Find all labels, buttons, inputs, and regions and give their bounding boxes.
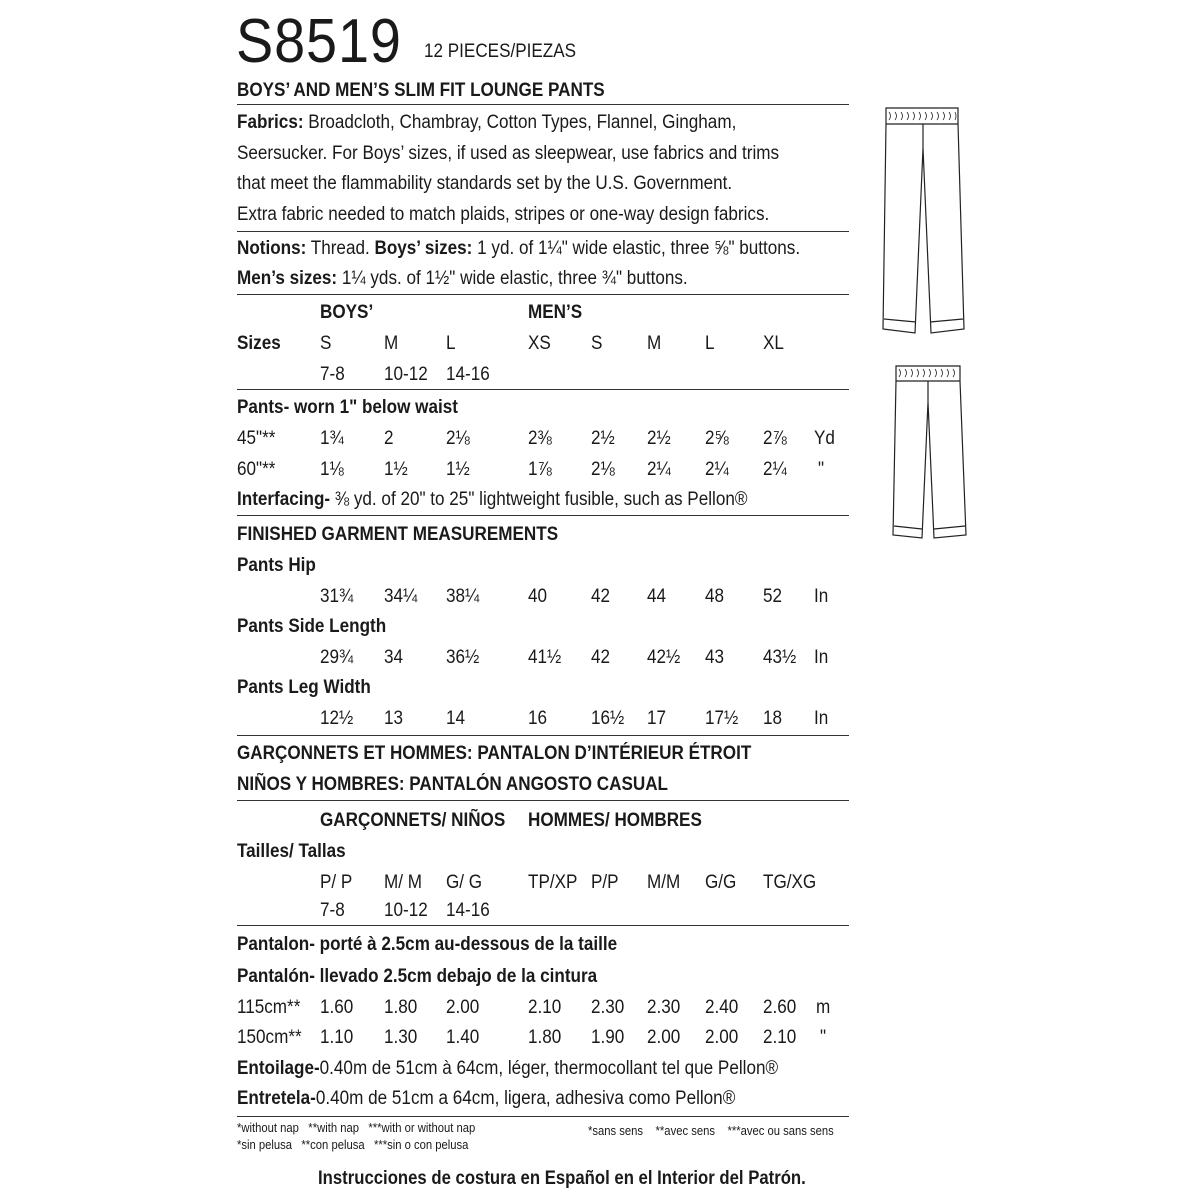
yardage-unit: " [818, 459, 825, 480]
measurement-value: 43½ [763, 647, 797, 668]
boys-size-heading-translated: GARÇONNETS/ NIÑOS [320, 810, 506, 831]
entoilage-line [237, 1058, 778, 1080]
title-spanish: NIÑOS Y HOMBRES: PANTALÓN ANGOSTO CASUAL [237, 774, 669, 795]
men-size-heading: MEN’S [528, 302, 583, 323]
entoilage-label: Entoilage- [237, 1058, 320, 1079]
size-code-translated: TP/XP [528, 872, 578, 893]
metric-value: 2.00 [647, 1027, 681, 1048]
size-code: M [384, 333, 399, 354]
yardage-value: 1½ [446, 459, 470, 480]
title-french: GARÇONNETS ET HOMMES: PANTALON D’INTÉRIEUR ÉTROIT [237, 743, 752, 764]
fabric-width-metric: 150cm** [237, 1027, 302, 1048]
pants-heading-french: Pantalon- porté à 2.5cm au-dessous de la taille [237, 934, 618, 955]
pattern-number: S8519 [236, 7, 402, 76]
notions-boys-label: Boys’ sizes: [374, 238, 473, 259]
sizes-label-translated: Tailles/ Tallas [237, 841, 346, 862]
metric-value: 2.30 [647, 997, 681, 1018]
divider [237, 925, 849, 926]
yardage-value: 2⅜ [528, 428, 552, 449]
measurement-value: 31¾ [320, 586, 354, 607]
pattern-title: BOYS’ AND MEN’S SLIM FIT LOUNGE PANTS [237, 80, 605, 101]
measurement-value: 13 [384, 708, 404, 729]
divider [237, 104, 849, 105]
footnote-item: *sin pelusa [237, 1138, 293, 1152]
entretela-text: 0.40m de 51cm a 64cm, ligera, adhesiva como Pellon® [315, 1088, 736, 1109]
men-size-heading-translated: HOMMES/ HOMBRES [528, 810, 702, 831]
yardage-value: 2½ [647, 428, 671, 449]
metric-value: 1.30 [384, 1027, 418, 1048]
interfacing-label: Interfacing- [237, 489, 331, 510]
measurement-value: 34 [384, 647, 404, 668]
size-range-translated: 14-16 [446, 900, 490, 921]
notions-men-label: Men’s sizes: [237, 268, 338, 289]
measurement-unit: In [814, 586, 829, 607]
notions-line-2 [237, 268, 688, 290]
yardage-value: 1⅛ [320, 459, 344, 480]
yardage-value: 1¾ [320, 428, 344, 449]
size-range: 14-16 [446, 364, 490, 385]
size-range-translated: 7-8 [320, 900, 345, 921]
measurement-label: Pants Hip [237, 555, 316, 576]
interfacing-text: ⅜ yd. of 20" to 25" lightweight fusible, such as Pellon® [334, 489, 748, 510]
size-code: XS [528, 333, 551, 354]
measurement-unit: In [814, 647, 829, 668]
size-code-translated: P/ P [320, 872, 353, 893]
size-range-translated: 10-12 [384, 900, 428, 921]
metric-value: 2.10 [763, 1027, 797, 1048]
size-code: L [705, 333, 715, 354]
footnote-fr [588, 1124, 834, 1139]
footnote-en [237, 1121, 475, 1136]
size-code: XL [763, 333, 784, 354]
measurement-value: 17 [647, 708, 667, 729]
metric-value: 1.40 [446, 1027, 480, 1048]
divider [237, 1116, 849, 1117]
yardage-heading: Pants- worn 1" below waist [237, 397, 458, 418]
metric-unit: m [816, 997, 831, 1018]
size-code-translated: P/P [591, 872, 619, 893]
footnote-item: **con pelusa [301, 1138, 365, 1152]
footnote-item: ***avec ou sans sens [727, 1124, 834, 1138]
yardage-value: 2⅛ [591, 459, 615, 480]
measurement-value: 36½ [446, 647, 480, 668]
metric-value: 2.10 [528, 997, 562, 1018]
notions-line-1 [237, 238, 800, 260]
divider [237, 515, 849, 516]
notions-thread: Thread. [310, 238, 370, 259]
footnote-item: ***with or without nap [368, 1121, 476, 1135]
yardage-value: 2¼ [763, 459, 787, 480]
size-code: M [647, 333, 662, 354]
yardage-value: 2¼ [705, 459, 729, 480]
footnote-item: *without nap [237, 1121, 299, 1135]
fabric-width: 60"** [237, 459, 276, 480]
fabrics-text: Broadcloth, Chambray, Cotton Types, Flannel, Gingham, [308, 112, 737, 133]
metric-value: 1.80 [528, 1027, 562, 1048]
yardage-value: 1⅞ [528, 459, 552, 480]
measurement-value: 42 [591, 586, 611, 607]
size-code-translated: G/ G [446, 872, 483, 893]
metric-value: 2.60 [763, 997, 797, 1018]
yardage-value: 2⅝ [705, 428, 729, 449]
measurement-value: 43 [705, 647, 725, 668]
yardage-unit: Yd [814, 428, 835, 449]
measurement-value: 38¼ [446, 586, 480, 607]
measurement-value: 40 [528, 586, 548, 607]
divider [237, 231, 849, 232]
fabrics-line-1 [237, 112, 736, 134]
measurement-value: 41½ [528, 647, 562, 668]
measurement-value: 18 [763, 708, 783, 729]
footnote-item: **avec sens [655, 1124, 715, 1138]
finished-heading: FINISHED GARMENT MEASUREMENTS [237, 524, 559, 545]
measurement-value: 17½ [705, 708, 739, 729]
entretela-label: Entretela- [237, 1088, 316, 1109]
measurement-value: 34¼ [384, 586, 418, 607]
interfacing-line [237, 489, 747, 511]
entoilage-text: 0.40m de 51cm à 64cm, léger, thermocollant tel que Pellon® [319, 1058, 779, 1079]
measurement-value: 14 [446, 708, 466, 729]
sizes-label: Sizes [237, 333, 281, 354]
pieces-count: 12 PIECES/PIEZAS [424, 41, 577, 62]
metric-value: 1.90 [591, 1027, 625, 1048]
size-code-translated: M/ M [384, 872, 422, 893]
metric-unit: " [820, 1027, 827, 1048]
fabrics-line-3: that meet the flammability standards set by the U.S. Government. [237, 173, 733, 194]
measurement-label: Pants Leg Width [237, 677, 371, 698]
size-range: 7-8 [320, 364, 345, 385]
divider [237, 294, 849, 295]
fabric-width-metric: 115cm** [237, 997, 301, 1018]
size-code: S [591, 333, 603, 354]
size-code-translated: M/M [647, 872, 681, 893]
measurement-value: 12½ [320, 708, 354, 729]
metric-value: 1.10 [320, 1027, 354, 1048]
measurement-value: 42 [591, 647, 611, 668]
measurement-value: 44 [647, 586, 667, 607]
metric-value: 2.00 [446, 997, 480, 1018]
metric-value: 1.60 [320, 997, 354, 1018]
yardage-value: 2¼ [647, 459, 671, 480]
measurement-value: 48 [705, 586, 725, 607]
divider [237, 800, 849, 801]
size-range: 10-12 [384, 364, 428, 385]
notions-men-text: 1¼ yds. of 1½" wide elastic, three ¾" buttons. [341, 268, 688, 289]
metric-value: 2.40 [705, 997, 739, 1018]
notions-label: Notions: [237, 238, 307, 259]
fabric-width: 45"** [237, 428, 276, 449]
footnote-item: *sans sens [588, 1124, 644, 1138]
metric-value: 2.00 [705, 1027, 739, 1048]
yardage-value: 2⅛ [446, 428, 470, 449]
metric-value: 2.30 [591, 997, 625, 1018]
pants-sketch-men [880, 104, 970, 344]
size-code-translated: TG/XG [763, 872, 817, 893]
footnote-es [237, 1138, 468, 1153]
measurement-unit: In [814, 708, 829, 729]
measurement-label: Pants Side Length [237, 616, 387, 637]
yardage-value: 2⅞ [763, 428, 787, 449]
yardage-value: 2½ [591, 428, 615, 449]
yardage-value: 2 [384, 428, 394, 449]
spanish-instructions-note: Instrucciones de costura en Español en el Interior del Patrón. [318, 1168, 806, 1189]
size-code: L [446, 333, 456, 354]
divider [237, 389, 849, 390]
size-code-translated: G/G [705, 872, 737, 893]
pants-sketch-boys [890, 362, 970, 547]
measurement-value: 42½ [647, 647, 681, 668]
measurement-value: 52 [763, 586, 783, 607]
yardage-value: 1½ [384, 459, 408, 480]
fabrics-line-2: Seersucker. For Boys’ sizes, if used as sleepwear, use fabrics and trims [237, 143, 780, 164]
fabrics-label: Fabrics: [237, 112, 304, 133]
fabrics-line-4: Extra fabric needed to match plaids, stripes or one-way design fabrics. [237, 204, 770, 225]
pants-heading-spanish: Pantalón- llevado 2.5cm debajo de la cintura [237, 966, 598, 987]
entretela-line [237, 1088, 735, 1110]
size-code: S [320, 333, 332, 354]
metric-value: 1.80 [384, 997, 418, 1018]
footnote-item: **with nap [308, 1121, 359, 1135]
footnote-item: ***sin o con pelusa [373, 1138, 469, 1152]
measurement-value: 29¾ [320, 647, 354, 668]
notions-boys-text: 1 yd. of 1¼" wide elastic, three ⅝" buttons. [477, 238, 801, 259]
divider [237, 735, 849, 736]
measurement-value: 16½ [591, 708, 625, 729]
measurement-value: 16 [528, 708, 548, 729]
boys-size-heading: BOYS’ [320, 302, 374, 323]
